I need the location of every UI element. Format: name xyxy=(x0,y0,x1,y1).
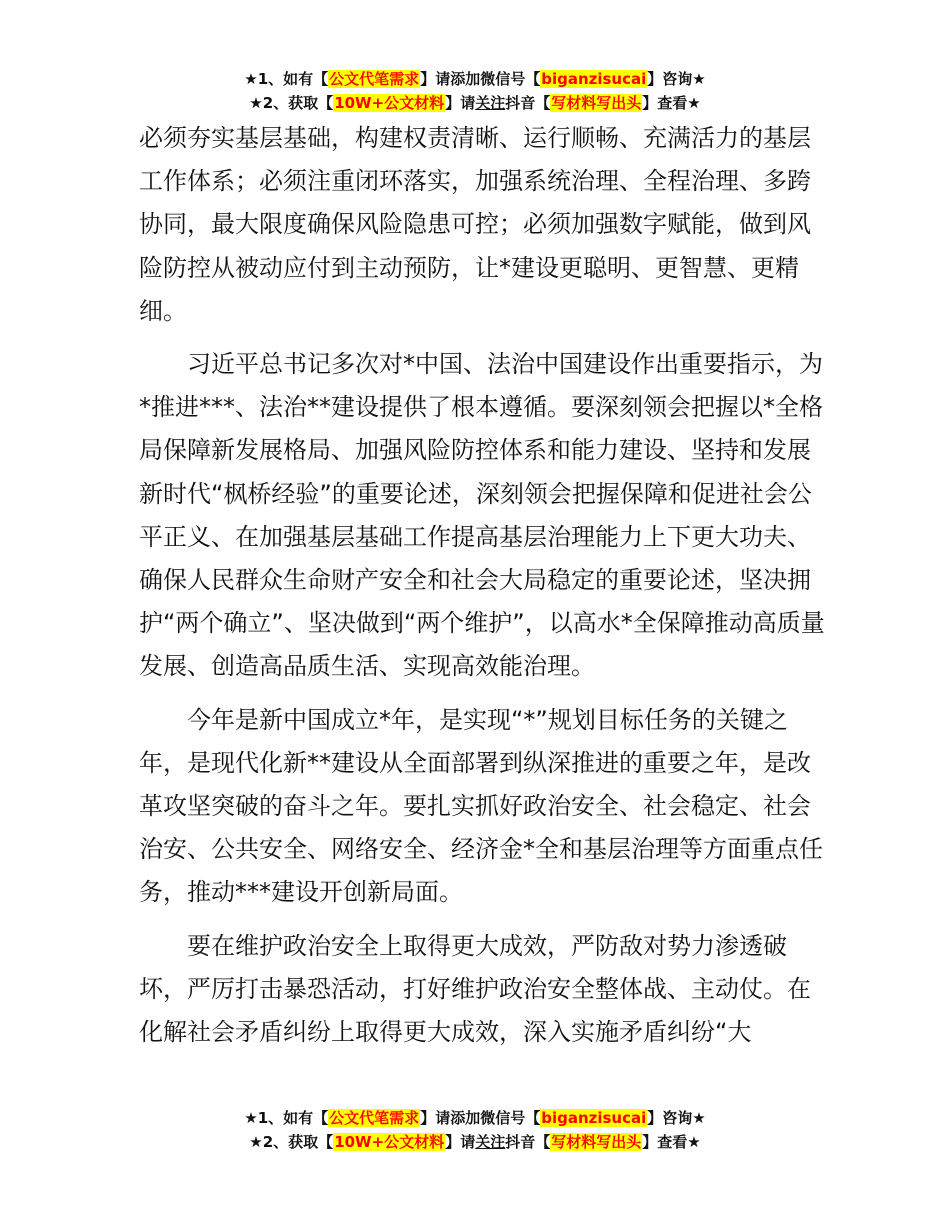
underlined-follow: 关注 xyxy=(475,94,506,112)
banner-text: 】请 xyxy=(445,94,476,112)
document-body xyxy=(139,117,831,1054)
paragraph-3: 今年是新中国成立*年，是实现“*”规划目标任务的关键之年，是现代化新**建设从全面部署到纵深推进的重要之年，是改革攻坚突破的奋斗之年。要扎实抓好政治安全、社会稳定、社会治安、公共安全、网络安全、经济金*全和基层治理等方面重点任务，推动***建设开创新局面。 xyxy=(139,705,823,907)
highlight-wechat-id: biganzisucai xyxy=(541,70,647,88)
banner-text: 抖音【 xyxy=(505,1133,551,1151)
header-banner xyxy=(0,67,950,115)
banner-text: 】咨询★ xyxy=(647,1109,706,1127)
banner-line-1 xyxy=(0,1106,950,1130)
highlight-service: 公文代笔需求 xyxy=(329,1109,420,1127)
banner-text: ★2、获取【 xyxy=(249,1133,334,1151)
banner-text: 抖音【 xyxy=(505,94,551,112)
banner-text: ★1、如有【 xyxy=(244,1109,329,1127)
banner-text: 】请 xyxy=(445,1133,476,1151)
paragraph-2: 习近平总书记多次对*中国、法治中国建设作出重要指示，为*推进***、法治**建设提供了根本遵循。要深刻领会把握以*全格局保障新发展格局、加强风险防控体系和能力建设、坚持和发展新时代“枫桥经验”的重要论述，深刻领会把握保障和促进社会公平正义、在加强基层基础工作提高基层治理能力上下更大功夫、确保人民群众生命财产安全和社会大局稳定的重要论述，坚决拥护“两个确立”、坚决做到“两个维护”，以高水*全保障推动高质量发展、创造高品质生活、实现高效能治理。 xyxy=(139,350,825,681)
highlight-douyin-account: 写材料写出头 xyxy=(551,94,642,112)
paragraph-1: 必须夯实基层基础，构建权责清晰、运行顺畅、充满活力的基层工作体系；必须注重闭环落实，加强系统治理、全程治理、多跨协同，最大限度确保风险隐患可控；必须加强数字赋能，做到风险防控从被动应付到主动预防，让*建设更聪明、更智慧、更精细。 xyxy=(139,124,811,325)
banner-line-1 xyxy=(0,67,950,91)
banner-text: ★1、如有【 xyxy=(244,70,329,88)
highlight-materials: 10W+公文材料 xyxy=(334,1133,445,1151)
banner-line-2 xyxy=(0,91,950,115)
highlight-service: 公文代笔需求 xyxy=(329,70,420,88)
underlined-follow: 关注 xyxy=(475,1133,506,1151)
banner-text: 】请添加微信号【 xyxy=(420,1109,541,1127)
banner-text: ★2、获取【 xyxy=(249,94,334,112)
paragraph-4: 要在维护政治安全上取得更大成效，严防敌对势力渗透破坏，严厉打击暴恐活动，打好维护政治安全整体战、主动仗。在化解社会矛盾纠纷上取得更大成效，深入实施矛盾纠纷“大 xyxy=(139,931,811,1047)
banner-line-2 xyxy=(0,1130,950,1154)
highlight-douyin-account: 写材料写出头 xyxy=(551,1133,642,1151)
banner-text: 】咨询★ xyxy=(647,70,706,88)
banner-text: 】请添加微信号【 xyxy=(420,70,541,88)
footer-banner xyxy=(0,1106,950,1154)
banner-text: 】查看★ xyxy=(642,1133,701,1151)
banner-text: 】查看★ xyxy=(642,94,701,112)
highlight-materials: 10W+公文材料 xyxy=(334,94,445,112)
highlight-wechat-id: biganzisucai xyxy=(541,1109,647,1127)
